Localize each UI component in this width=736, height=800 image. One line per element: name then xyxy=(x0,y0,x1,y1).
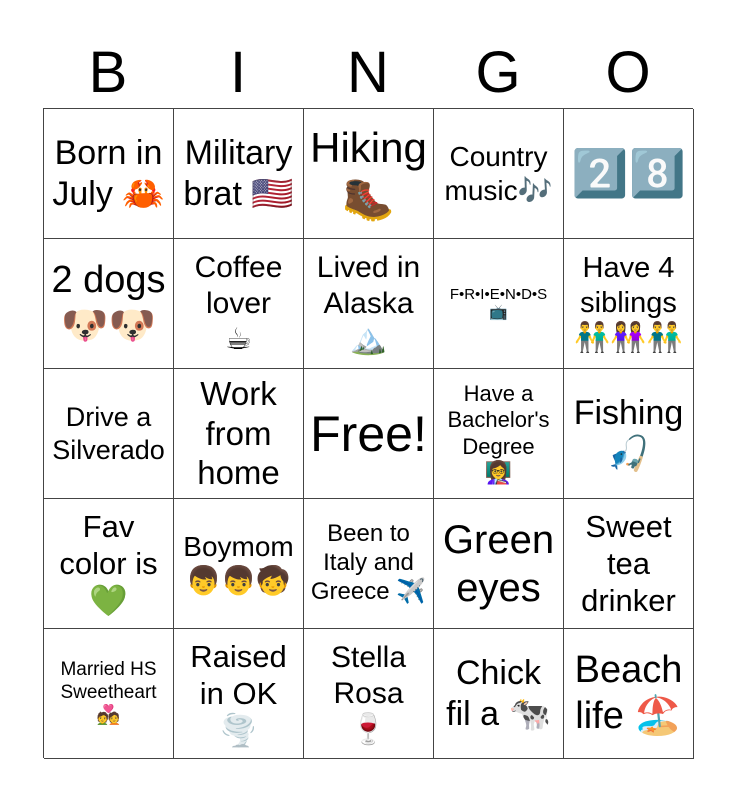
bingo-cell-text: Free! xyxy=(310,405,427,462)
bingo-cell[interactable] xyxy=(174,499,304,629)
bingo-cell-text: Been to Italy and Greece ✈️ xyxy=(310,520,427,605)
bingo-cell[interactable] xyxy=(44,239,174,369)
header-letter-g: G xyxy=(475,40,521,105)
bingo-cell[interactable] xyxy=(434,369,564,499)
bingo-cell-text: Military brat 🇺🇸 xyxy=(183,133,294,213)
bingo-cell-text: Drive a Silverado xyxy=(52,402,165,465)
bingo-cell[interactable] xyxy=(564,239,694,369)
bingo-cell[interactable] xyxy=(44,629,174,759)
bingo-cell[interactable] xyxy=(434,239,564,369)
bingo-cell-text: Married HS Sweetheart 💑 xyxy=(60,659,157,726)
bingo-cell[interactable] xyxy=(174,369,304,499)
bingo-grid xyxy=(43,108,693,758)
bingo-cell[interactable] xyxy=(434,499,564,629)
bingo-cell-text: Have 4 siblings 👬👭👬 xyxy=(574,252,683,354)
bingo-cell[interactable] xyxy=(174,239,304,369)
bingo-cell-text: Hiking 🥾 xyxy=(310,124,427,222)
bingo-cell[interactable] xyxy=(174,109,304,239)
bingo-cell-text: Green eyes xyxy=(442,517,555,610)
header-letter-b: B xyxy=(88,40,128,105)
bingo-cell-text: F•R•I•E•N•D•S 📺 xyxy=(449,285,548,321)
bingo-cell-text: 2️⃣8️⃣ xyxy=(571,146,686,199)
bingo-cell-text: Work from home xyxy=(197,375,280,492)
bingo-cell[interactable] xyxy=(434,109,564,239)
bingo-cell[interactable] xyxy=(304,239,434,369)
bingo-cell[interactable] xyxy=(564,499,694,629)
bingo-cell[interactable] xyxy=(174,629,304,759)
bingo-header xyxy=(43,38,693,108)
bingo-cell[interactable] xyxy=(304,109,434,239)
bingo-cell[interactable] xyxy=(44,499,174,629)
bingo-cell[interactable] xyxy=(564,369,694,499)
bingo-cell-text: 2 dogs 🐶🐶 xyxy=(51,258,166,347)
bingo-cell[interactable] xyxy=(564,629,694,759)
bingo-cell-text: Fav color is 💚 xyxy=(59,508,158,619)
bingo-cell-text: Stella Rosa 🍷 xyxy=(330,640,407,746)
bingo-cell-text: Beach life 🏖️ xyxy=(574,648,683,737)
bingo-cell[interactable] xyxy=(44,109,174,239)
bingo-free-cell[interactable] xyxy=(304,369,434,499)
header-letter-n: N xyxy=(347,40,389,105)
bingo-cell-text: Boymom 👦👦🧒 xyxy=(183,530,294,596)
bingo-cell[interactable] xyxy=(44,369,174,499)
bingo-cell-text: Fishing 🎣 xyxy=(573,393,684,473)
header-letter-o: O xyxy=(605,40,651,105)
bingo-cell[interactable] xyxy=(434,629,564,759)
bingo-cell-text: Chick fil a 🐄 xyxy=(446,653,551,733)
bingo-cell-text: Country music🎶 xyxy=(444,140,553,206)
bingo-cell[interactable] xyxy=(304,629,434,759)
bingo-cell-text: Lived in Alaska 🏔️ xyxy=(316,250,421,356)
header-letter-i: I xyxy=(229,40,247,105)
bingo-cell-text: Raised in OK 🌪️ xyxy=(190,638,287,749)
bingo-cell-text: Coffee lover ☕ xyxy=(194,250,283,356)
bingo-cell[interactable] xyxy=(564,109,694,239)
bingo-cell-text: Have a Bachelor's Degree 👩‍🏫 xyxy=(447,380,550,485)
bingo-cell[interactable] xyxy=(304,499,434,629)
bingo-cell-text: Sweet tea drinker xyxy=(581,508,676,619)
bingo-cell-text: Born in July 🦀 xyxy=(52,133,165,213)
